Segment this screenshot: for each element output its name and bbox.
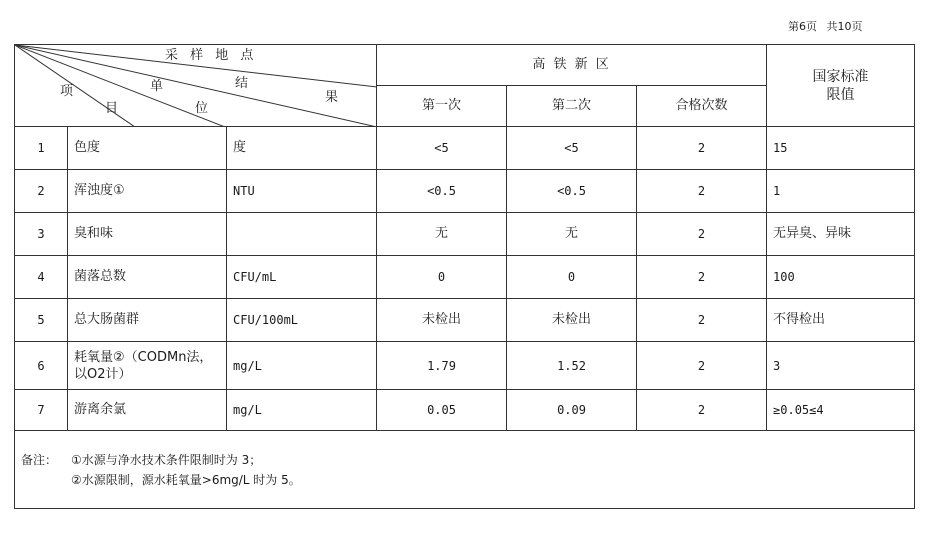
row-second: 0 <box>507 256 637 299</box>
remarks-row <box>15 431 915 509</box>
table-row <box>15 390 915 431</box>
row-first: 无 <box>377 213 507 256</box>
row-limit: 100 <box>767 256 915 299</box>
header-standard: 国家标准 限值 <box>767 45 915 127</box>
row-number: 3 <box>15 213 68 256</box>
row-number: 1 <box>15 127 68 170</box>
row-second: 1.52 <box>507 342 637 390</box>
row-number: 5 <box>15 299 68 342</box>
header-second: 第二次 <box>507 86 637 127</box>
table-row <box>15 170 915 213</box>
row-number: 6 <box>15 342 68 390</box>
row-limit: 无异臭、异味 <box>767 213 915 256</box>
remarks-lines <box>71 450 908 490</box>
table-row <box>15 127 915 170</box>
row-second: 无 <box>507 213 637 256</box>
row-pass: 2 <box>637 342 767 390</box>
row-item: 色度 <box>68 127 227 170</box>
row-limit: 3 <box>767 342 915 390</box>
row-pass: 2 <box>637 170 767 213</box>
row-second: <5 <box>507 127 637 170</box>
header-result-2: 果 <box>325 90 339 105</box>
row-first: <0.5 <box>377 170 507 213</box>
table-row <box>15 213 915 256</box>
row-pass: 2 <box>637 299 767 342</box>
remark-line-2: ②水源限制，源水耗氧量>6mg/L 时为 5。 <box>71 472 301 487</box>
row-number: 2 <box>15 170 68 213</box>
row-unit: CFU/mL <box>227 256 377 299</box>
row-pass: 2 <box>637 390 767 431</box>
row-unit: NTU <box>227 170 377 213</box>
header-area: 高 铁 新 区 <box>377 45 767 86</box>
row-unit: mg/L <box>227 390 377 431</box>
page-indicator <box>788 18 863 34</box>
row-item: 总大肠菌群 <box>68 299 227 342</box>
table-row <box>15 342 915 390</box>
remarks-cell <box>15 431 915 509</box>
row-limit: 不得检出 <box>767 299 915 342</box>
row-number: 7 <box>15 390 68 431</box>
row-first: 1.79 <box>377 342 507 390</box>
row-limit: 15 <box>767 127 915 170</box>
page-total: 共10页 <box>826 20 863 33</box>
remarks-label: 备注： <box>21 452 58 467</box>
row-unit: CFU/100mL <box>227 299 377 342</box>
header-item-1: 项 <box>60 84 74 99</box>
water-quality-table <box>14 44 915 509</box>
header-result-1: 结 <box>235 76 249 91</box>
table-row <box>15 256 915 299</box>
row-unit: 度 <box>227 127 377 170</box>
row-unit: mg/L <box>227 342 377 390</box>
row-limit: ≥0.05≤4 <box>767 390 915 431</box>
row-second: <0.5 <box>507 170 637 213</box>
row-item: 菌落总数 <box>68 256 227 299</box>
row-item: 浑浊度① <box>68 170 227 213</box>
row-item: 臭和味 <box>68 213 227 256</box>
row-unit <box>227 213 377 256</box>
row-second: 0.09 <box>507 390 637 431</box>
row-first: 未检出 <box>377 299 507 342</box>
row-item: 游离余氯 <box>68 390 227 431</box>
header-diagonal-cell <box>15 45 377 127</box>
page-current: 第6页 <box>788 20 817 33</box>
header-first: 第一次 <box>377 86 507 127</box>
header-pass-count: 合格次数 <box>637 86 767 127</box>
row-first: 0.05 <box>377 390 507 431</box>
header-unit-2: 位 <box>195 101 209 116</box>
row-second: 未检出 <box>507 299 637 342</box>
header-unit-1: 单 <box>150 79 164 94</box>
row-pass: 2 <box>637 256 767 299</box>
row-first: 0 <box>377 256 507 299</box>
header-item-2: 目 <box>105 101 119 116</box>
row-item: 耗氧量②（CODMn法，以O2计） <box>68 342 227 390</box>
row-pass: 2 <box>637 127 767 170</box>
remark-line-1: ①水源与净水技术条件限制时为 3； <box>71 452 262 467</box>
row-number: 4 <box>15 256 68 299</box>
row-pass: 2 <box>637 213 767 256</box>
table-row <box>15 299 915 342</box>
row-limit: 1 <box>767 170 915 213</box>
header-sampling-location: 采 样 地 点 <box>165 48 258 63</box>
row-first: <5 <box>377 127 507 170</box>
